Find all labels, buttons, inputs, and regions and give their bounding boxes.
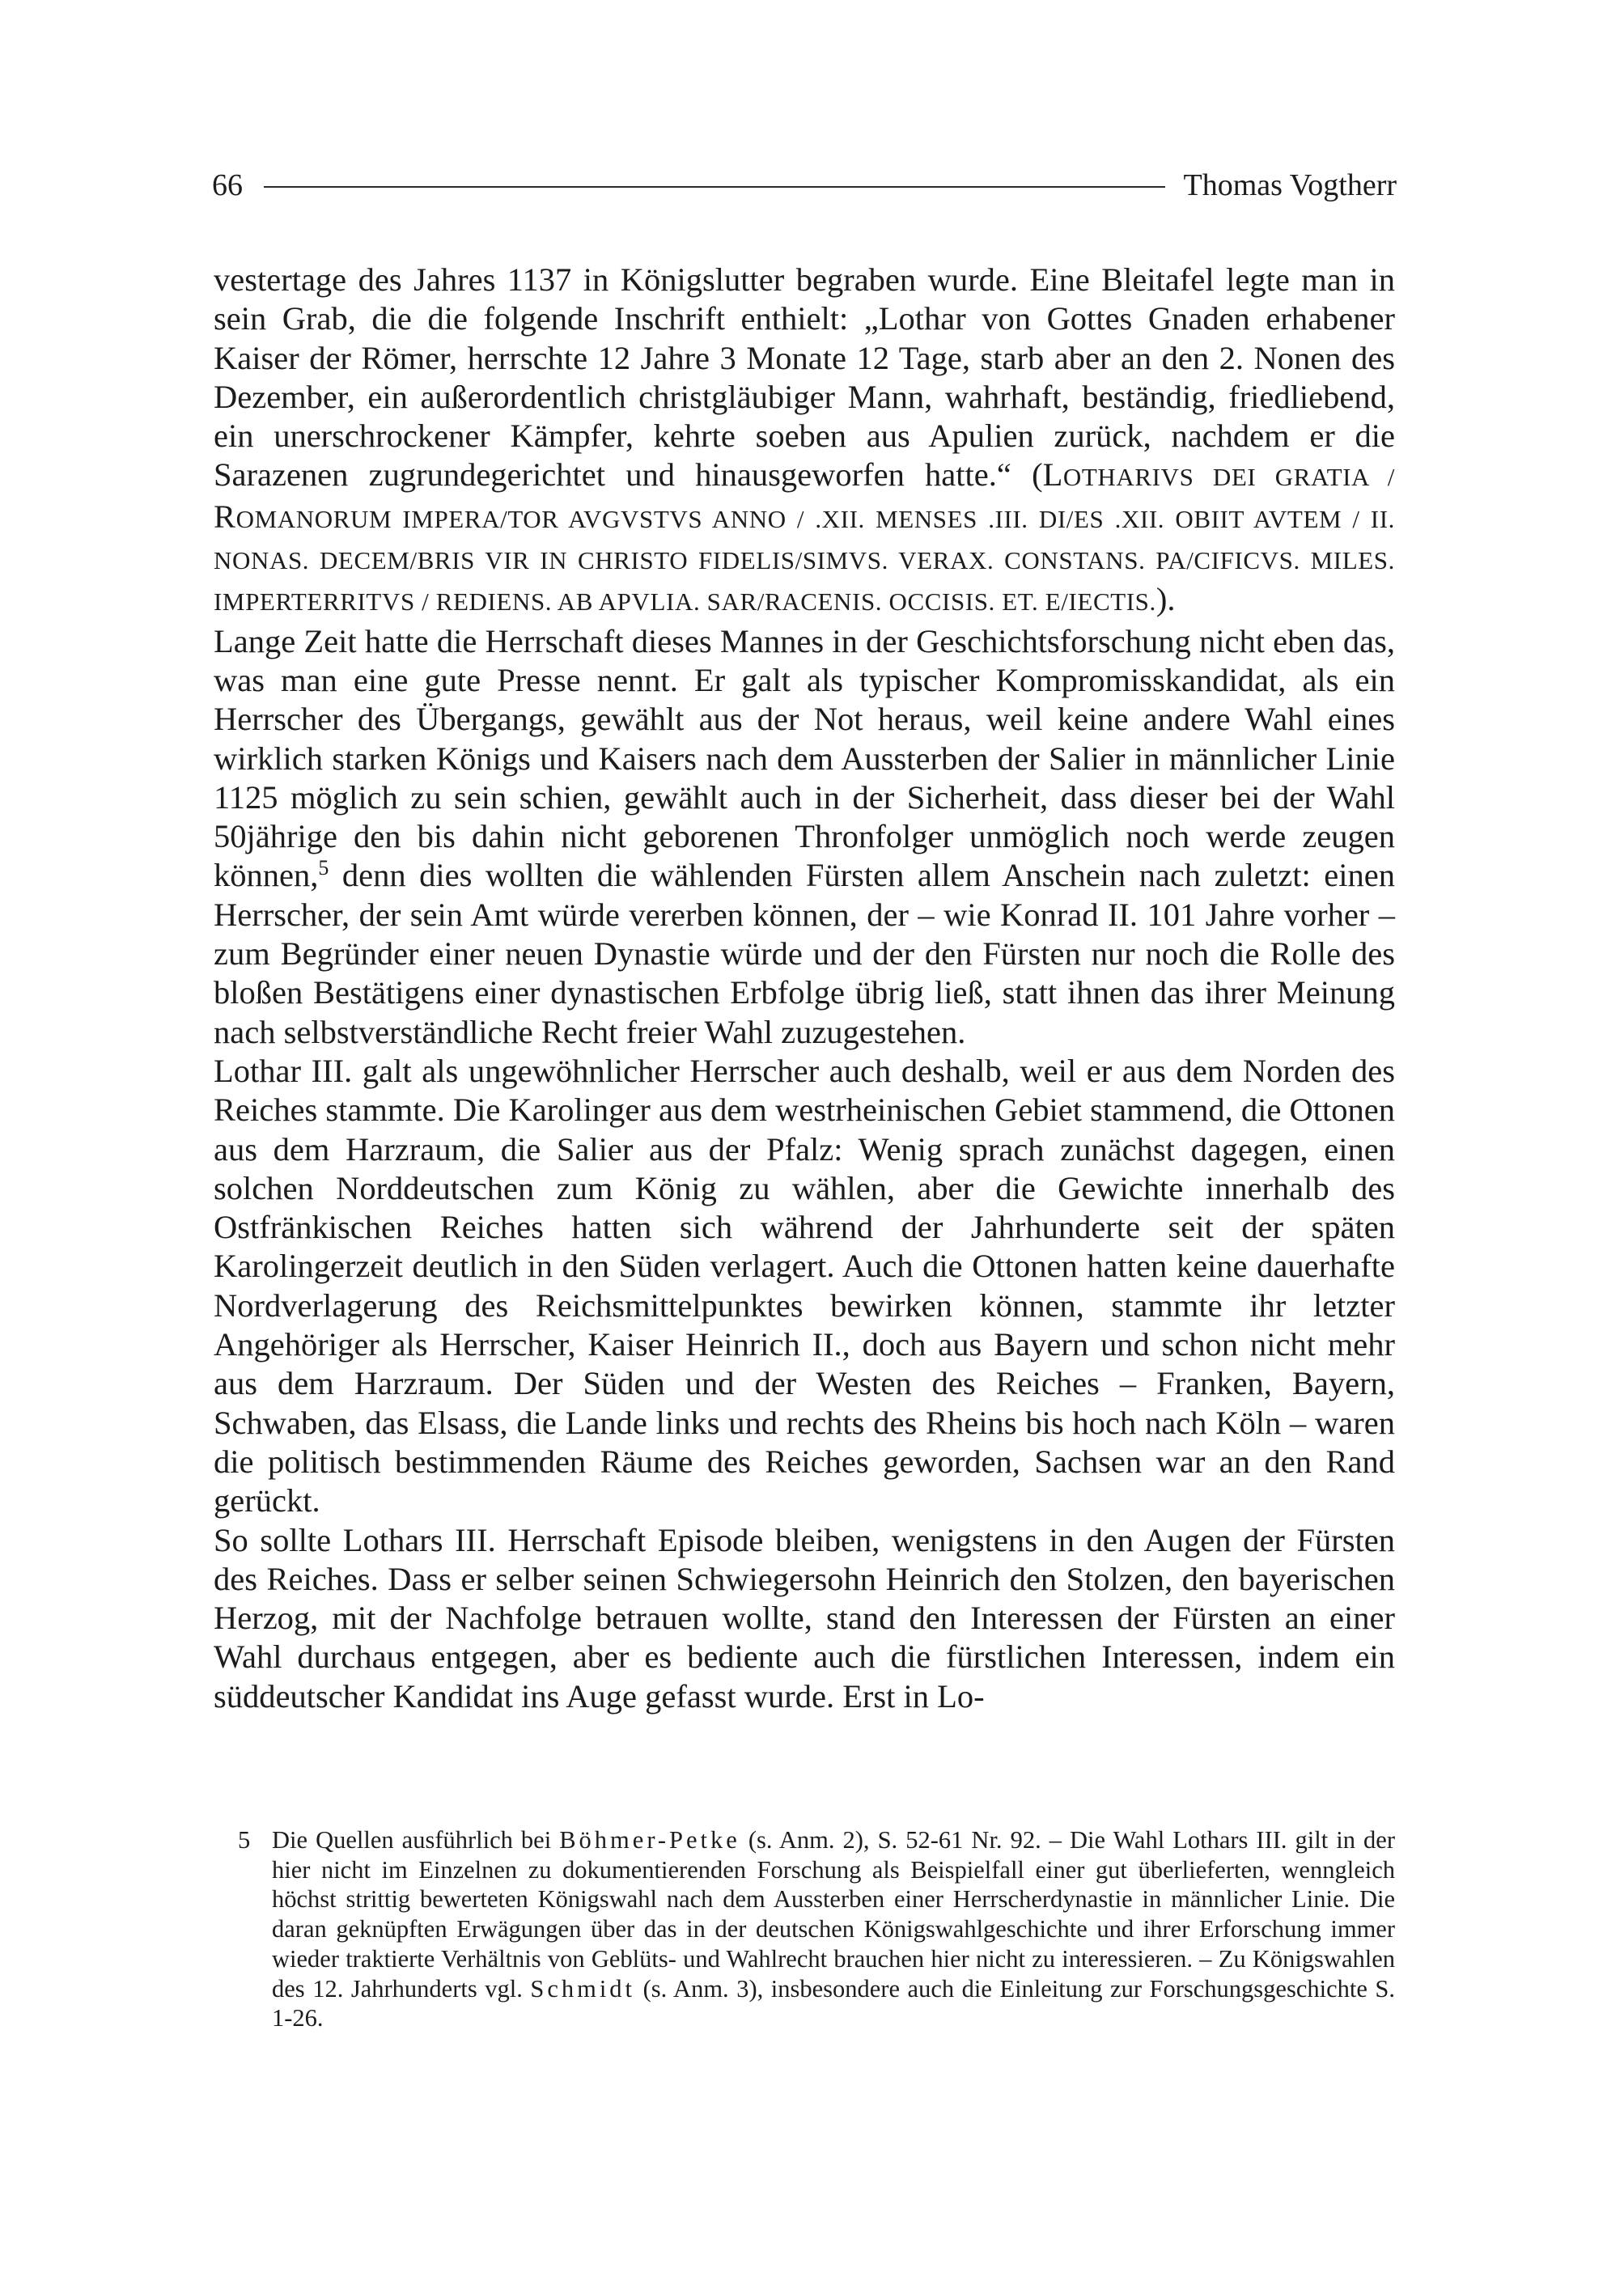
running-head	[212, 164, 1397, 206]
paragraph-4: So sollte Lothars III. Herrschaft Episode bleiben, wenigstens in den Augen der Fürsten des Reiches. Dass er selber seinen Schwiegersohn Heinrich den Stolzen, den bayerischen Herzog, mit der Nachfolge betrauen wollte, stand den Interessen der Fürsten an einer Wahl durchaus entgegen, aber es bediente auch die fürstlichen Interessen, indem ein süddeutscher Kandidat ins Auge gefasst wurde. Erst in Lo-	[214, 1521, 1395, 1714]
paragraph-1-text: vestertage des Jahres 1137 in Königslutter begraben wurde. Eine Bleitafel legte man in sein Grab, die die folgende Inschrift enthielt: „Lothar von Gottes Gnaden erhabener Kaiser der Römer, herrschte 12 Jahre 3 Monate 12 Tage, starb aber an den 2. Nonen des Dezember, ein außerordentlich christgläubiger Mann, wahrhaft, beständig, friedliebend, ein unerschrockener Kämpfer, kehrte soeben aus Apulien zurück, nachdem er die Sarazenen zugrundegerichtet und hinausgeworfen hatte.“ (	[214, 261, 1395, 494]
inscription-text-1: OTHARIVS DEI GRATIA /	[1062, 463, 1395, 492]
running-head-author: Thomas Vogtherr	[1183, 168, 1397, 202]
footnote-reference[interactable]: 5	[318, 856, 329, 880]
paragraph-2-text-b: denn dies wollten die wählenden Fürsten allem Anschein nach zuletzt: einen Herrscher, der sein Amt würde vererben können, der – wie Konrad II. 101 Jahre vorher – zum Begründer einer neuen Dynastie würde und der den Fürsten nur noch die Rolle des bloßen Bestätigens einer dynastischen Erbfolge übrig ließ, statt ihnen das ihrer Meinung nach selbstverständliche Recht freier Wahl zuzugestehen.	[214, 857, 1395, 1050]
paragraph-2	[214, 622, 1395, 1052]
footnote-author-boehmer-petke: Böhmer-Petke	[559, 1826, 740, 1854]
page-number: 66	[212, 168, 243, 202]
inscription-initial: L	[1042, 456, 1063, 494]
main-text	[214, 261, 1395, 1716]
paragraph-3: Lothar III. galt als ungewöhnlicher Herrscher auch deshalb, weil er aus dem Norden des Reiches stammte. Die Karolinger aus dem westrheinischen Gebiet stammend, die Ottonen aus dem Harzraum, die Salier aus der Pfalz: Wenig sprach zunächst dagegen, einen solchen Norddeutschen zum König zu wählen, aber die Gewichte innerhalb des Ostfränkischen Reiches hatten sich während der Jahrhunderte seit der späten Karolingerzeit deutlich in den Süden verlagert. Auch die Ottonen hatten keine dauerhafte Nordverlagerung des Reichsmittelpunktes bewirken können, stammte ihr letzter Angehöriger als Herrscher, Kaiser Heinrich II., doch aus Bayern und schon nicht mehr aus dem Harzraum. Der Süden und der Westen des Reiches – Franken, Bayern, Schwaben, das Elsass, die Lande links und rechts des Rheins bis hoch nach Köln – waren die politisch bestimmenden Räume des Reiches geworden, Sachsen war an den Rand gerückt.	[214, 1052, 1395, 1519]
paragraph-1	[214, 261, 1395, 622]
footnote-text-2: (s. Anm. 2), S. 52-61 Nr. 92. – Die Wahl Lothars III. gilt in der hier nicht im Einzelnen zu dokumentierenden Forschung als Beispielfall einer gut überlieferten, wenngleich höchst strittig bewerteten Königswahl nach dem Aussterben einer Herrscherdynastie in männlicher Linie. Die daran geknüpften Erwägungen über das in der deutschen Königswahlgeschichte und ihrer Erforschung immer wieder traktierte Verhältnis von Geblüts- und Wahlrecht brauchen hier nicht zu interessieren. – Zu Königswahlen des 12. Jahrhunderts vgl.	[272, 1826, 1395, 2003]
footnote-author-schmidt: Schmidt	[530, 1974, 636, 2003]
footnote-text	[272, 1825, 1395, 2033]
footnote-text-1: Die Quellen ausführlich bei	[272, 1826, 560, 1854]
header-rule	[264, 186, 1165, 188]
paragraph-2-text-a: Lange Zeit hatte die Herrschaft dieses Mannes in der Geschichtsforschung nicht eben das, was man eine gute Presse nennt. Er galt als typischer Kompromisskandidat, als ein Herrscher des Übergangs, gewählt aus der Not heraus, weil keine andere Wahl eines wirklich starken Königs und Kaisers nach dem Aussterben der Salier in männlicher Linie 1125 möglich zu sein schien, gewählt auch in der Sicherheit, dass dieser bei der Wahl 50jährige den bis dahin nicht geborenen Thronfolger unmöglich noch werde zeugen können,	[214, 622, 1395, 894]
footnote-5	[238, 1825, 1395, 2033]
paragraph-1-end: ).	[1155, 581, 1176, 618]
inscription-text-2: OMANORUM IMPERA/TOR AVGVSTVS ANNO / .XII. MENSES .III. DI/ES .XII. OBIIT AVTEM / II. NONAS. DECEM/BRIS VIR IN CHRISTO FIDELIS/SIMVS. VERAX. CONSTANS. PA/CIFICVS. MILES. IMPERTERRITVS / REDIENS. AB APVLIA. SAR/RACENIS. OCCISIS. ET. E/IECTIS.	[214, 504, 1395, 617]
footnote-number: 5	[238, 1826, 251, 1854]
footnote-text-3: (s. Anm. 3), insbesondere auch die Einleitung zur Forschungsgeschichte S. 1-26.	[272, 1974, 1395, 2032]
inscription-initial: R	[214, 498, 236, 535]
